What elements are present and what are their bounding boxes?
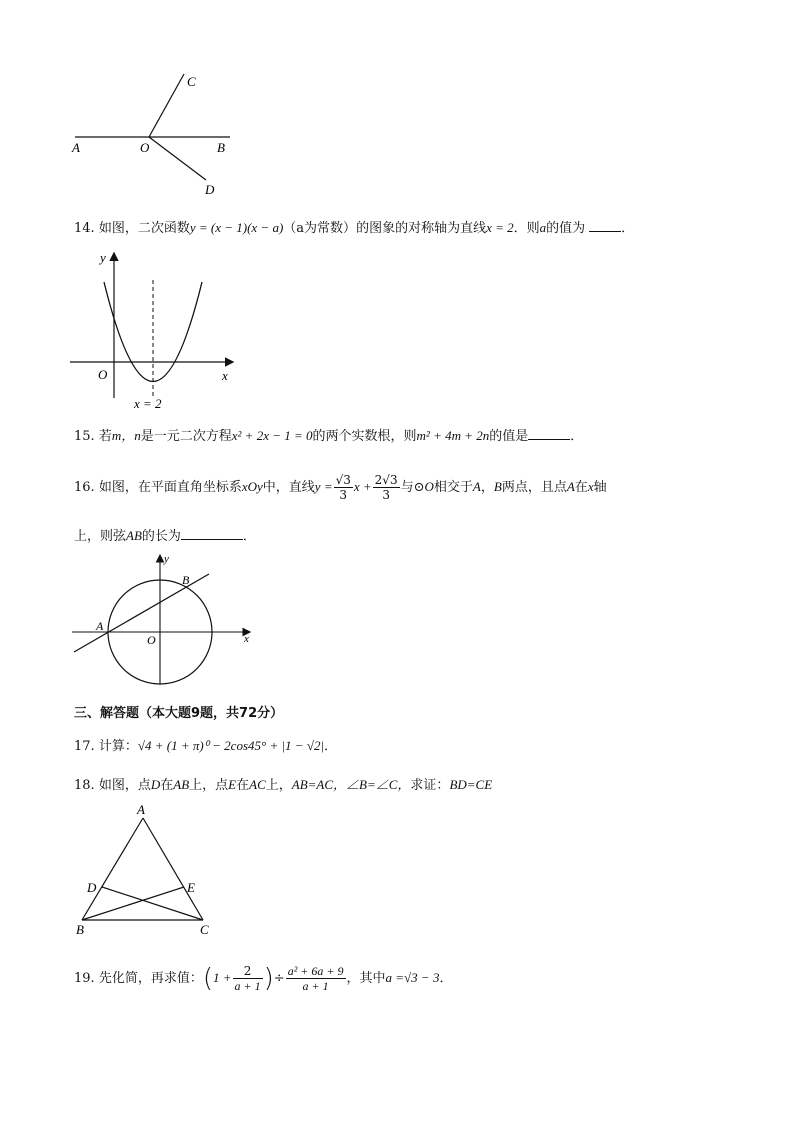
question-number: 16. — [74, 480, 95, 495]
function-expression: y = (x − 1)(x − a) — [189, 220, 284, 235]
question-number: 15. — [74, 429, 95, 444]
label-O: O — [140, 140, 150, 155]
figure-angles — [60, 62, 250, 202]
section-heading: 三、解答题（本大题9题，共72分） — [74, 706, 284, 721]
question-number: 18. — [74, 778, 95, 793]
fraction-two: $\frac{\text{a² + 6a + 9}}{a + 1}$ — [287, 964, 344, 993]
x-axis-label: x — [222, 368, 228, 383]
point-E-label: E — [187, 880, 195, 895]
question-19: 19. 先化简，再求值：(1 + $\frac{2}{a + 1}$ )÷ $\frac{\text{a² + 6a + 9}}{a + 1}$ ，其中a =√3 − 3． — [74, 963, 453, 994]
vertex-C-label: C — [200, 922, 209, 937]
question-16: 16. 如图，在平面直角坐标系xOy中，直线y = $\frac{√3}{3}$ x + $\frac{2√3}{3}$ 与⊙O相交于A，B两点，且点A在x轴 — [74, 473, 607, 502]
y-axis-label: y — [164, 553, 169, 565]
symmetry-axis-label: x = 2 — [134, 396, 162, 411]
y-axis-label: y — [100, 250, 106, 265]
answer-blank — [589, 219, 621, 232]
label-B: B — [217, 140, 225, 155]
question-16-line2: 上，则弦AB的长为 ． — [74, 528, 256, 544]
vertex-B-label: B — [76, 922, 84, 937]
vertex-A-label: A — [137, 802, 145, 817]
point-D-label: D — [87, 880, 97, 895]
question-number: 19. — [74, 971, 95, 986]
calculation-expression: √4 + (1 + π)⁰ − 2cos45° + |1 − √2| — [137, 738, 325, 753]
label-A: A — [72, 140, 80, 155]
point-B-label: B — [182, 573, 190, 587]
question-14: 14. 如图，二次函数y = (x − 1)(x − a)（a为常数）的图象的对称轴为直线x = 2．则a的值为 ． — [74, 220, 635, 236]
question-number: 14. — [74, 221, 95, 236]
question-15: 15. 若m，n是一元二次方程x² + 2x − 1 = 0的两个实数根，则m² + 4m + 2n的值是 ． — [74, 428, 584, 444]
fraction-one: $\frac{2}{a + 1}$ — [234, 964, 261, 993]
question-18: 18. 如图，点D在AB上，点E在AC上，AB=AC，∠B=∠C，求证：BD=CE — [74, 777, 493, 793]
fraction-slope: $\frac{√3}{3}$ — [335, 473, 351, 502]
fraction-intercept: $\frac{2√3}{3}$ — [374, 473, 398, 502]
origin-label: O — [147, 633, 156, 647]
question-17: 17. 计算：√4 + (1 + π)⁰ − 2cos45° + |1 − √2|． — [74, 738, 338, 754]
figure-circle-line — [64, 550, 264, 690]
origin-label: O — [98, 367, 108, 382]
point-A-label: A — [96, 619, 104, 633]
figure-parabola — [62, 248, 242, 416]
x-axis-label: x — [244, 633, 249, 645]
label-C: C — [187, 74, 196, 89]
answer-blank — [528, 427, 570, 440]
equation: x² + 2x − 1 = 0 — [231, 428, 313, 443]
question-number: 17. — [74, 739, 95, 754]
answer-blank — [181, 527, 243, 540]
figure-triangle — [70, 802, 220, 940]
label-D: D — [205, 182, 215, 197]
